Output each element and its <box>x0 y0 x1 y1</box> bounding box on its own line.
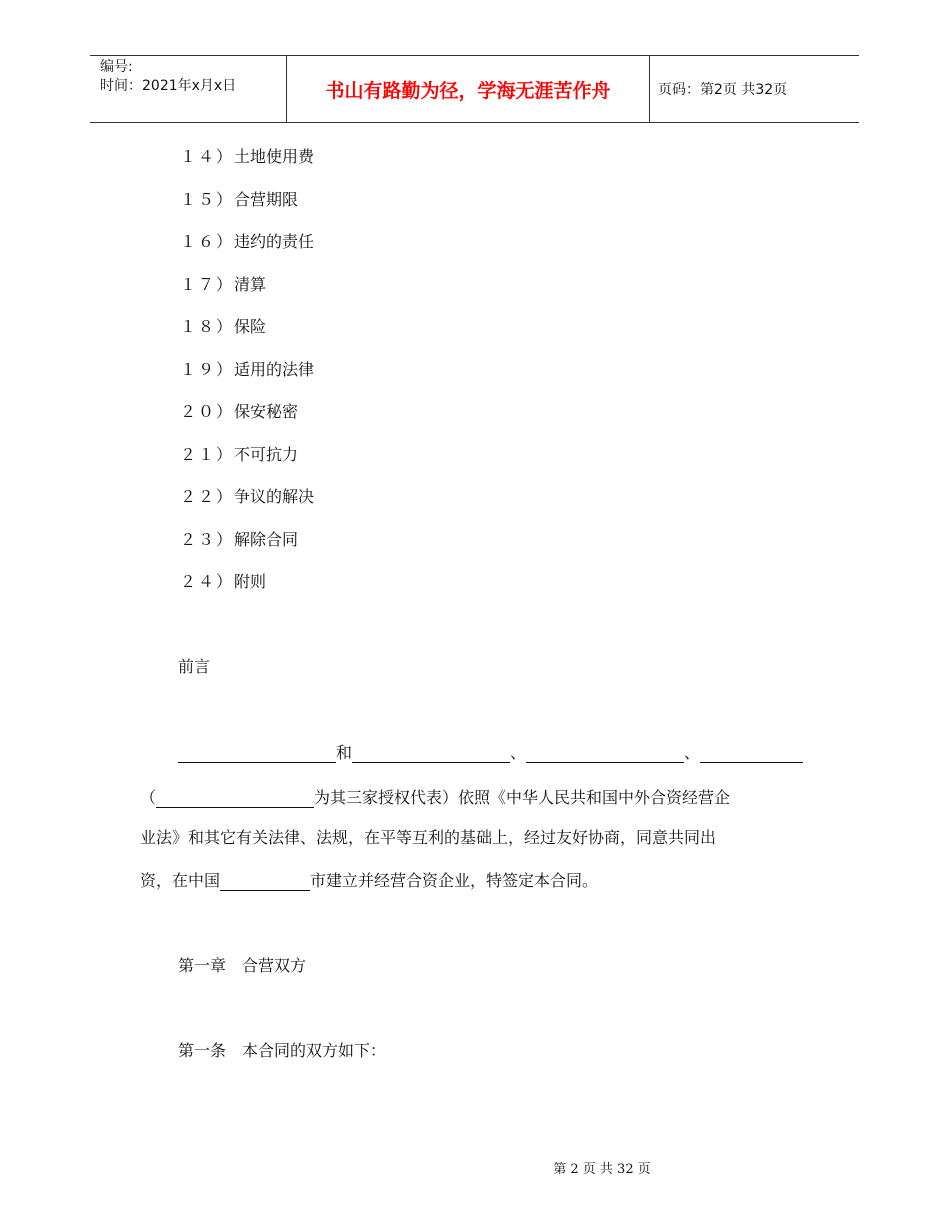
preface-comma: 、 <box>684 743 701 762</box>
chapter-1-title: 第一章 合营双方 <box>178 956 307 975</box>
preface-heading: 前言 <box>178 657 211 676</box>
header-motto: 书山有路勤为径，学海无涯苦作舟 <box>325 79 611 102</box>
page-header <box>90 55 859 123</box>
toc-item: １７）清算 <box>180 275 267 294</box>
toc-item: ２３）解除合同 <box>180 530 299 549</box>
blank-city[interactable] <box>220 873 310 891</box>
toc-item: ２１）不可抗力 <box>180 445 299 464</box>
blank-representative-b[interactable] <box>156 790 314 808</box>
blank-party-2[interactable] <box>352 745 510 763</box>
blank-representative-a[interactable] <box>700 745 803 763</box>
toc-item: ２０）保安秘密 <box>180 402 299 421</box>
header-time-label: 时间：2021年x月x日 <box>100 78 237 94</box>
preface-line-4-post: 市建立并经营合资企业，特签定本合同。 <box>310 871 599 890</box>
header-meta <box>100 58 236 96</box>
preface-line-1 <box>178 740 803 763</box>
toc-item: ２２）争议的解决 <box>180 487 315 506</box>
toc-item: ２４）附则 <box>180 572 267 591</box>
preface-paren: （ <box>140 788 157 807</box>
header-number-label: 编号: <box>100 59 133 75</box>
header-divider-right <box>649 56 650 122</box>
toc-item: １５）合营期限 <box>180 190 299 209</box>
preface-comma: 、 <box>510 743 527 762</box>
toc-item: １８）保险 <box>180 317 267 336</box>
preface-line-2-text: 为其三家授权代表）依照《中华人民共和国中外合资经营企 <box>314 788 731 807</box>
preface-line-3: 业法》和其它有关法律、法规，在平等互利的基础上，经过友好协商，同意共同出 <box>140 828 717 847</box>
toc-item: １４）土地使用费 <box>180 147 315 166</box>
blank-party-3[interactable] <box>526 745 684 763</box>
preface-line-4 <box>140 868 598 891</box>
toc-item: １６）违约的责任 <box>180 232 315 251</box>
preface-line-4-pre: 资，在中国 <box>140 871 221 890</box>
page-footer: 第 2 页 共 32 页 <box>553 1162 651 1177</box>
toc-item: １９）适用的法律 <box>180 360 315 379</box>
article-1: 第一条 本合同的双方如下： <box>178 1041 387 1060</box>
header-page-info: 页码：第2页 共32页 <box>658 82 788 98</box>
preface-line-2 <box>140 785 730 808</box>
blank-party-1[interactable] <box>178 745 336 763</box>
preface-and: 和 <box>336 743 353 762</box>
